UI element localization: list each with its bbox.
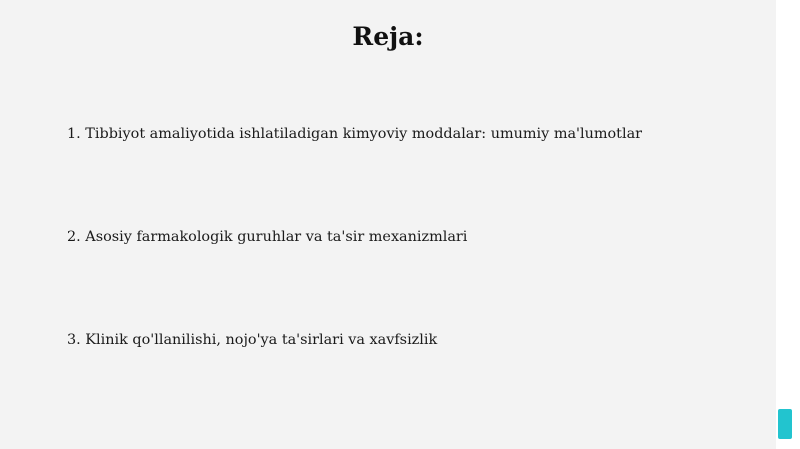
plan-item-2: 2. Asosiy farmakologik guruhlar va ta'sir mexanizmlari	[67, 229, 468, 245]
scrollbar-track[interactable]	[776, 0, 800, 449]
slide-title: Reja:	[352, 22, 424, 51]
plan-item-3: 3. Klinik qo'llanilishi, nojo'ya ta'sirlari va xavfsizlik	[67, 332, 438, 348]
plan-item-1: 1. Tibbiyot amaliyotida ishlatiladigan kimyoviy moddalar: umumiy ma'lumotlar	[67, 126, 643, 142]
scrollbar-thumb[interactable]	[778, 409, 792, 439]
